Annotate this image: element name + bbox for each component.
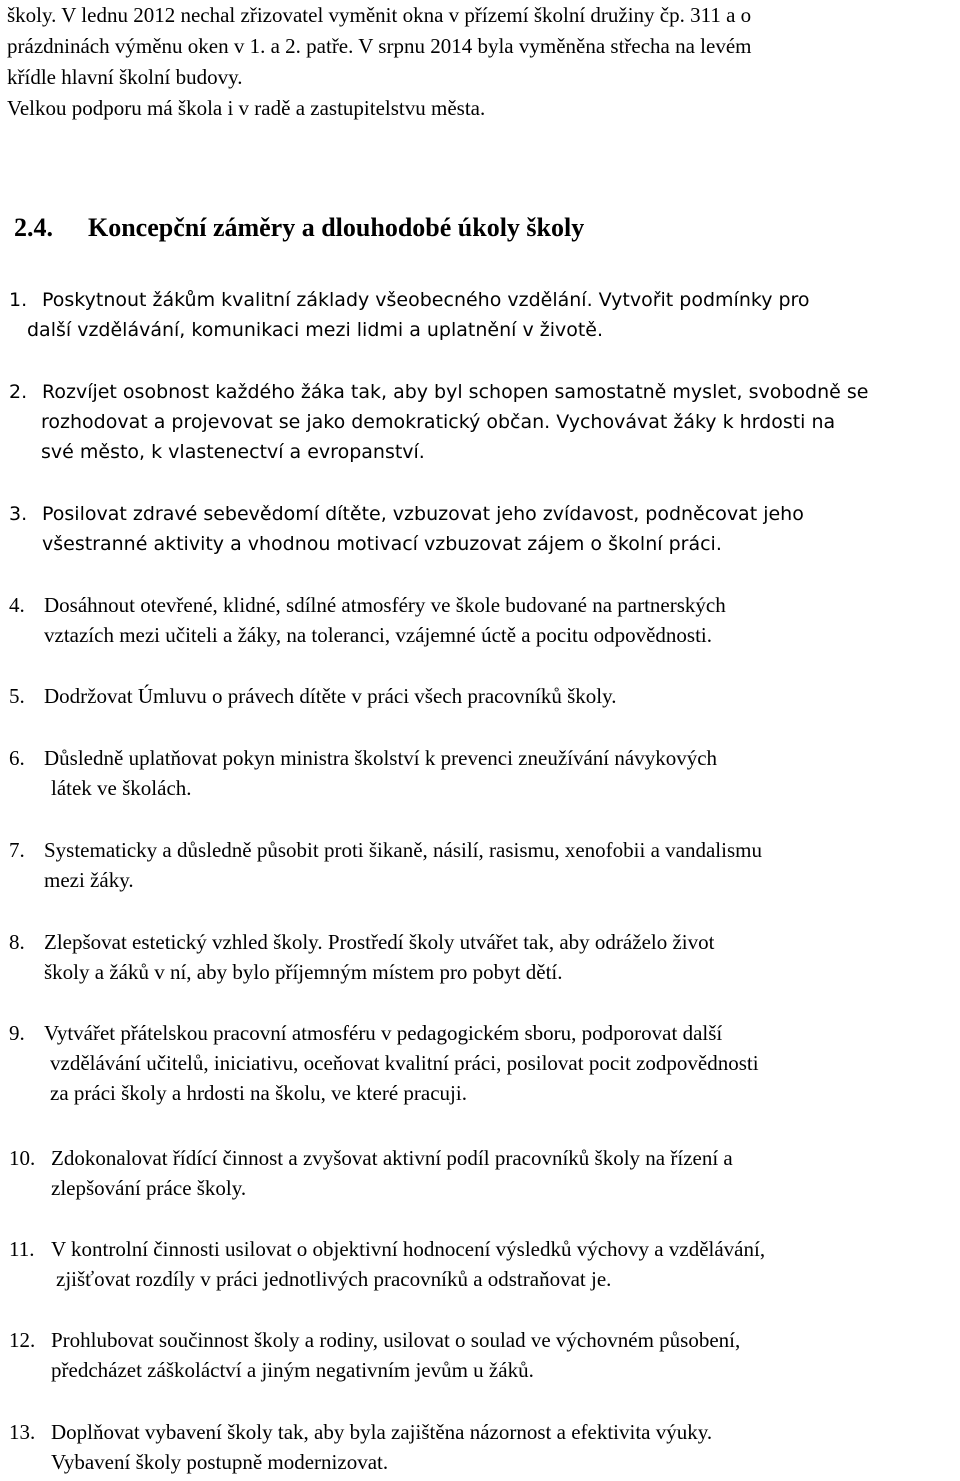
section-title: Koncepční záměry a dlouhodobé úkoly školy [88,213,585,242]
item-line: Zlepšovat estetický vzhled školy. Prostředí školy utvářet tak, aby odráželo život [44,930,715,954]
item-number: 2. [9,381,28,403]
item-line: všestranné aktivity a vhodnou motivací vzbuzovat zájem o školní práci. [42,533,722,555]
list-item [9,1325,740,1385]
item-number: 3. [9,503,28,525]
list-item [9,590,726,650]
intro-line: prázdninách výměnu oken v 1. a 2. patře. V srpnu 2014 byla vyměněna střecha na levém [7,34,752,58]
item-line: Posilovat zdravé sebevědomí dítěte, vzbuzovat jeho zvídavost, podněcovat jeho [42,503,804,525]
intro-line: školy. V lednu 2012 nechal zřizovatel vyměnit okna v přízemí školní družiny čp. 311 a o [7,3,752,27]
list-item [9,377,868,467]
item-line: vztazích mezi učiteli a žáky, na toleranci, vzájemné úctě a pocitu odpovědnosti. [44,623,713,647]
item-line: Rozvíjet osobnost každého žáka tak, aby byl schopen samostatně myslet, svobodně se [42,381,869,403]
item-number: 1. [9,289,28,311]
section-heading [14,208,584,248]
list-item [9,1417,712,1477]
list-item [9,835,762,895]
intro-line: Velkou podporu má škola i v radě a zastupitelstvu města. [7,96,486,120]
list-item [9,743,717,803]
item-line: Poskytnout žákům kvalitní základy všeobecného vzdělání. Vytvořit podmínky pro [42,289,810,311]
item-line: další vzdělávání, komunikaci mezi lidmi a uplatnění v životě. [27,319,604,341]
list-item [9,285,810,345]
item-number: 8. [9,930,25,954]
item-line: Dosáhnout otevřené, klidné, sdílné atmosféry ve škole budované na partnerských [44,593,726,617]
list-item [9,681,616,711]
item-number: 11. [9,1237,35,1261]
item-line: školy a žáků v ní, aby bylo příjemným místem pro pobyt dětí. [44,960,563,984]
item-line: Důsledně uplatňovat pokyn ministra školství k prevenci zneužívání návykových [44,746,718,770]
list-item [9,1234,765,1294]
item-line: Vytvářet přátelskou pracovní atmosféru v pedagogickém sboru, podporovat další [44,1021,723,1045]
item-line: Zdokonalovat řídící činnost a zvyšovat aktivní podíl pracovníků školy na řízení a [51,1146,733,1170]
list-item [9,927,714,987]
item-line: zlepšování práce školy. [51,1176,247,1200]
item-line: vzdělávání učitelů, iniciativu, oceňovat kvalitní práci, posilovat pocit zodpovědnosti [50,1051,759,1075]
item-line: Vybavení školy postupně modernizovat. [51,1450,389,1474]
item-line: za práci školy a hrdosti na školu, ve které pracuji. [50,1081,467,1105]
item-number: 12. [9,1328,36,1352]
item-line: mezi žáky. [44,868,134,892]
list-item [9,499,804,559]
item-number: 13. [9,1420,36,1444]
item-line: rozhodovat a projevovat se jako demokratický občan. Vychovávat žáky k hrdosti na [41,411,836,433]
item-number: 10. [9,1146,36,1170]
item-number: 6. [9,746,25,770]
item-line: Dodržovat Úmluvu o právech dítěte v práci všech pracovníků školy. [44,684,617,708]
item-line: V kontrolní činnosti usilovat o objektivní hodnocení výsledků výchovy a vzdělávání, [51,1237,766,1261]
item-line: Prohlubovat součinnost školy a rodiny, usilovat o soulad ve výchovném působení, [51,1328,741,1352]
section-number: 2.4. [14,213,53,242]
item-line: Doplňovat vybavení školy tak, aby byla zajištěna názornost a efektivita výuky. [51,1420,713,1444]
item-number: 7. [9,838,25,862]
list-item [9,1143,733,1203]
item-line: předcházet záškoláctví a jiným negativním jevům u žáků. [51,1358,534,1382]
intro-paragraph [7,0,957,124]
list-item [9,1018,759,1108]
item-number: 9. [9,1021,25,1045]
item-line: své město, k vlastenectví a evropanství. [41,441,425,463]
item-number: 4. [9,593,25,617]
item-number: 5. [9,684,25,708]
intro-line: křídle hlavní školní budovy. [7,65,243,89]
item-line: zjišťovat rozdíly v práci jednotlivých pracovníků a odstraňovat je. [56,1267,612,1291]
item-line: látek ve školách. [51,776,192,800]
item-line: Systematicky a důsledně působit proti šikaně, násilí, rasismu, xenofobii a vandalismu [44,838,762,862]
